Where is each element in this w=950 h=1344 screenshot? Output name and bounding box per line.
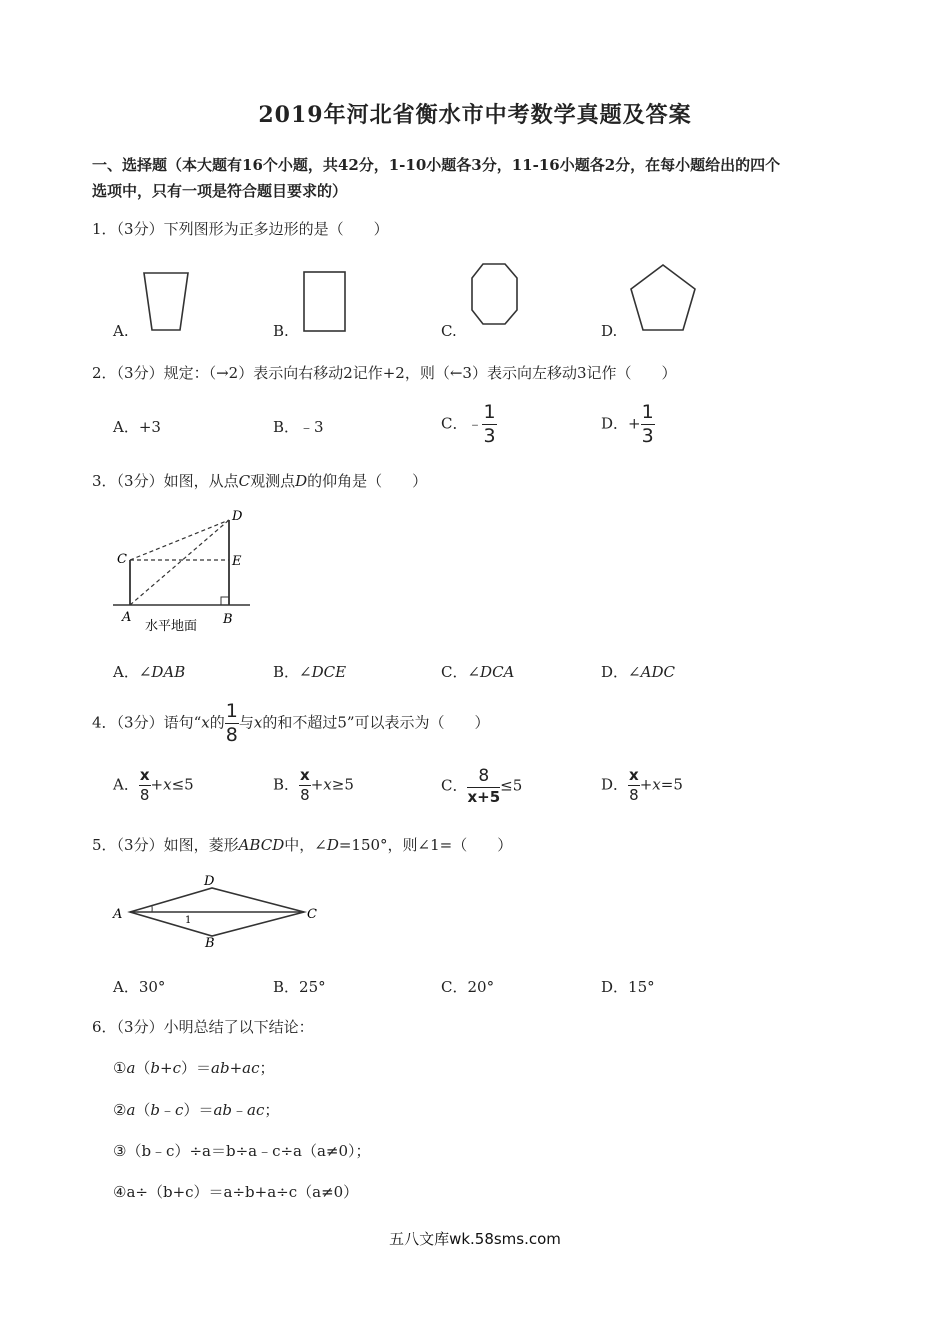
section-header-line2: 选项中，只有一项是符合题目要求的）: [92, 182, 348, 200]
q3-option-d-angle: ADC: [640, 663, 675, 681]
fraction-numerator: 1: [483, 401, 496, 423]
point-label-a: A: [122, 610, 132, 625]
operator: +: [229, 1059, 243, 1077]
var: a: [126, 1101, 136, 1119]
paren: ）＝: [181, 1059, 212, 1077]
var: c: [175, 1101, 184, 1119]
var: ac: [242, 1059, 260, 1077]
punctuation: ；: [264, 1101, 280, 1119]
q4-option-b: [273, 768, 354, 803]
q3-option-b: [273, 661, 346, 682]
q4-option-d: [601, 768, 683, 803]
q5-option-b: B．25°: [273, 978, 326, 996]
q3-option-a-angle: DAB: [151, 663, 186, 681]
q4-stem-part: 的和不超过5”可以表示为（ ）: [262, 713, 490, 732]
fraction-numerator: x: [629, 766, 639, 784]
var: ac: [247, 1101, 265, 1119]
fraction: [628, 768, 640, 803]
var: b: [150, 1101, 161, 1119]
q4-option-d-label: D．: [601, 775, 629, 794]
q4-option-c-label: C．: [441, 776, 468, 795]
q4-stem-part: 4．（3分）语句“: [92, 713, 202, 732]
q6-statement-2: [113, 1099, 279, 1120]
q4-option-c: [441, 768, 522, 805]
q4-option-b-plus: +: [310, 775, 324, 794]
var: a: [126, 1059, 136, 1077]
q5-var-abcd: ABCD: [238, 836, 285, 854]
q1-option-d: D.: [601, 322, 618, 340]
octagon-icon: [469, 262, 521, 326]
q5-stem-part: 中，∠: [284, 836, 327, 854]
q5-option-c: C．20°: [441, 978, 495, 996]
q2-option-c: [441, 403, 497, 446]
q4-option-c-relation: ≤5: [500, 776, 523, 795]
punctuation: ；: [259, 1059, 275, 1077]
q4-stem-part: 的: [209, 713, 225, 732]
q2-option-a: A．+3: [113, 418, 161, 436]
rhombus-figure: [110, 870, 325, 952]
operator: ﹣: [232, 1101, 248, 1119]
q4-var-x: x: [652, 775, 661, 794]
fraction-denominator: 8: [225, 724, 238, 746]
paren: ）＝: [183, 1101, 214, 1119]
question-4-stem: [92, 702, 490, 745]
fraction-numerator: 1: [641, 401, 654, 423]
q5-stem-part: =150°，则∠1=（ ）: [338, 836, 513, 854]
q3-stem-part: 3．（3分）如图，从点: [92, 472, 239, 490]
fraction-denominator: x+5: [467, 788, 501, 806]
question-3-stem: [92, 470, 427, 491]
q4-option-b-label: B．: [273, 775, 300, 794]
fraction-denominator: 8: [629, 786, 639, 804]
fraction-denominator: 8: [139, 786, 150, 804]
fraction-numerator: 1: [225, 700, 238, 722]
pentagon-icon: [628, 262, 698, 334]
statement-number: ④: [113, 1183, 127, 1201]
paren: （: [135, 1059, 151, 1077]
fraction-one-eighth: [225, 702, 239, 745]
q3-option-b-angle: DCE: [311, 663, 347, 681]
q4-var-x: x: [323, 775, 332, 794]
q4-var-x: x: [163, 775, 172, 794]
q1-option-c: C.: [441, 322, 457, 340]
point-label-c: C: [307, 907, 317, 922]
q3-var-d: D: [295, 472, 308, 490]
statement-number: ②: [113, 1101, 127, 1119]
fraction: [299, 768, 311, 803]
q4-option-a-relation: ≤5: [171, 775, 194, 794]
q2-option-d: [601, 403, 655, 446]
statement-number: ③: [113, 1142, 127, 1160]
q5-stem-part: 5．（3分）如图，菱形: [92, 836, 239, 854]
q3-option-c-label: C．∠: [441, 663, 481, 681]
q3-option-d: [601, 661, 675, 682]
fraction-numerator: x: [139, 766, 150, 784]
q1-option-a: A.: [113, 322, 129, 340]
q3-option-d-label: D．∠: [601, 663, 641, 681]
q5-option-a: A．30°: [113, 978, 166, 996]
q4-stem-part: 与: [238, 713, 254, 732]
q6-statement-4: [113, 1181, 358, 1202]
point-label-b: B: [223, 612, 233, 627]
q3-option-c-angle: DCA: [480, 663, 515, 681]
q4-option-a-plus: +: [150, 775, 164, 794]
q5-var-d: D: [326, 836, 339, 854]
q4-option-d-relation: =5: [660, 775, 683, 794]
var: ab: [213, 1101, 233, 1119]
ground-label: 水平地面: [145, 619, 198, 634]
q4-option-b-relation: ≥5: [331, 775, 354, 794]
fraction: [467, 768, 500, 805]
point-label-d: D: [232, 509, 243, 524]
q3-var-c: C: [238, 472, 251, 490]
trapezoid-icon: [140, 270, 192, 334]
question-1-stem: 1．（3分）下列图形为正多边形的是（ ）: [92, 220, 389, 238]
q3-stem-part: 的仰角是（ ）: [307, 472, 428, 490]
q3-option-a-label: A．∠: [113, 663, 152, 681]
question-5-stem: [92, 834, 512, 855]
operator: +: [160, 1059, 173, 1077]
q4-option-a-label: A．: [113, 775, 139, 794]
fraction-numerator: 8: [467, 768, 500, 788]
q2-option-d-label: D．+: [601, 414, 641, 433]
q6-statement-3: [113, 1140, 371, 1161]
statement-number: ①: [113, 1059, 127, 1077]
q5-option-d: D．15°: [601, 978, 655, 996]
paren: （: [135, 1101, 151, 1119]
q2-option-c-label: C．﹣: [441, 414, 483, 433]
statement-text: a÷（b+c）＝a÷b+a÷c（a≠0）: [126, 1183, 359, 1201]
section-header-line1: 一、选择题（本大题有16个小题，共42分，1-10小题各3分，11-16小题各2分，在每小题给出的四个: [92, 156, 781, 174]
angle-label-1: 1: [185, 915, 192, 926]
elevation-angle-figure: [110, 505, 255, 635]
rectangle-icon: [302, 270, 348, 334]
var: b: [150, 1059, 161, 1077]
point-label-b: B: [205, 936, 215, 951]
q2-option-b: B．﹣3: [273, 418, 324, 436]
var: ab: [211, 1059, 230, 1077]
q3-stem-part: 观测点: [250, 472, 296, 490]
q3-option-a: [113, 661, 185, 682]
point-label-d: D: [204, 874, 215, 889]
q3-option-b-label: B．∠: [273, 663, 312, 681]
var: c: [172, 1059, 182, 1077]
page-title: 2019年河北省衡水市中考数学真题及答案: [258, 102, 692, 128]
fraction-denominator: 3: [641, 425, 654, 447]
footer-watermark: 五八文库wk.58sms.com: [389, 1230, 561, 1248]
fraction-one-third: [482, 403, 496, 446]
fraction-denominator: 8: [300, 786, 310, 804]
q3-option-c: [441, 661, 514, 682]
section-header: [92, 152, 780, 204]
fraction: [139, 768, 151, 803]
question-6-stem: 6．（3分）小明总结了以下结论：: [92, 1018, 314, 1036]
point-label-c: C: [117, 552, 127, 567]
q6-statement-1: [113, 1057, 275, 1078]
q4-var-x: x: [253, 713, 263, 732]
q4-var-x: x: [201, 713, 210, 732]
fraction-denominator: 3: [483, 425, 496, 447]
fraction-one-third: [641, 403, 655, 446]
point-label-a: A: [113, 907, 123, 922]
q4-option-a: [113, 768, 194, 803]
question-2-stem: 2．（3分）规定：（→2）表示向右移动2记作+2，则（←3）表示向左移动3记作（ ）: [92, 364, 677, 382]
point-label-e: E: [232, 554, 242, 569]
q1-option-b: B.: [273, 322, 289, 340]
fraction-numerator: x: [300, 766, 310, 784]
operator: ﹣: [160, 1101, 176, 1119]
q4-option-d-plus: +: [639, 775, 653, 794]
statement-text: （b﹣c）÷a＝b÷a﹣c÷a（a≠0）；: [126, 1142, 371, 1160]
